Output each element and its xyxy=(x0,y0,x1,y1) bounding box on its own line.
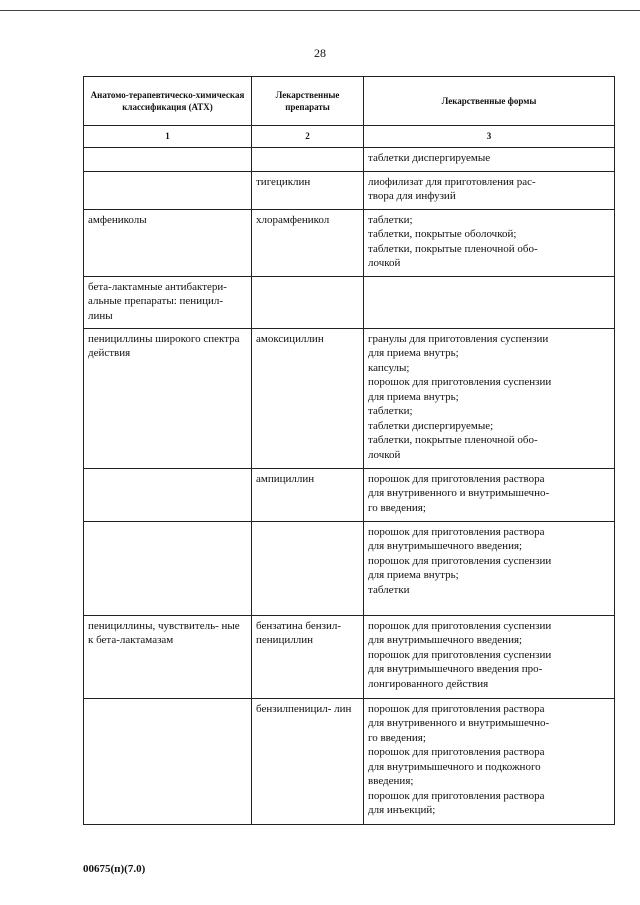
form-line: порошок для приготовления суспензии xyxy=(368,376,552,388)
cell-forms xyxy=(364,171,615,209)
column-number: 2 xyxy=(252,126,364,148)
table-row xyxy=(84,276,615,328)
form-line: таблетки диспергируемые; xyxy=(368,419,494,432)
cell-forms xyxy=(364,276,615,328)
form-line: таблетки; xyxy=(368,405,413,417)
table-row xyxy=(84,171,615,209)
form-line: таблетки, покрытые пленочной обо- xyxy=(368,434,538,446)
form-line: твора для инфузий xyxy=(368,190,456,202)
cell-atx xyxy=(84,171,252,209)
cell-forms xyxy=(364,209,615,276)
cell-atx: бета-лактамные антибактери- альные препараты: пеницил- лины xyxy=(84,276,252,328)
cell-drug: ампициллин xyxy=(252,468,364,521)
page-number: 28 xyxy=(314,46,326,60)
cell-forms xyxy=(364,468,615,521)
column-number: 3 xyxy=(364,126,615,148)
table-body xyxy=(84,147,615,824)
cell-forms xyxy=(364,521,615,615)
cell-atx: амфениколы xyxy=(84,209,252,276)
form-line: таблетки; xyxy=(368,213,413,226)
table-row xyxy=(84,328,615,468)
form-line: порошок для приготовления раствора xyxy=(368,525,545,538)
header-forms: Лекарственные формы xyxy=(364,77,615,126)
cell-drug: бензилпеницил- лин xyxy=(252,698,364,824)
cell-drug: амоксициллин xyxy=(252,328,364,468)
form-line: для внутривенного и внутримышечно- xyxy=(368,487,550,499)
form-line: таблетки диспергируемые xyxy=(368,151,491,164)
form-line: для приема внутрь; xyxy=(368,390,459,403)
table-row xyxy=(84,615,615,698)
form-line: для внутривенного и внутримышечно- xyxy=(368,717,550,729)
header-row xyxy=(84,77,615,126)
form-line: таблетки, покрытые пленочной обо- xyxy=(368,242,538,255)
form-line: таблетки, покрытые оболочкой; xyxy=(368,228,517,240)
form-line: лонгированного действия xyxy=(368,677,489,690)
cell-atx: пенициллины широкого спектра действия xyxy=(84,328,252,468)
form-line: таблетки xyxy=(368,583,410,596)
footer-code: 00675(п)(7.0) xyxy=(83,863,146,875)
form-line: порошок для приготовления раствора xyxy=(368,702,545,715)
table-row xyxy=(84,698,615,824)
cell-atx xyxy=(84,147,252,171)
cell-drug: бензатина бензил- пенициллин xyxy=(252,615,364,698)
table-row xyxy=(84,209,615,276)
form-line: для инъекций; xyxy=(368,804,436,816)
form-line: лиофилизат для приготовления рас- xyxy=(368,175,536,188)
form-line: порошок для приготовления раствора xyxy=(368,789,545,802)
cell-drug: тигециклин xyxy=(252,171,364,209)
form-line: введения; xyxy=(368,775,414,787)
form-line: лочкой xyxy=(368,257,401,269)
cell-forms xyxy=(364,698,615,824)
form-line: для приема внутрь; xyxy=(368,569,459,581)
form-line: капсулы; xyxy=(368,361,410,374)
form-line: порошок для приготовления суспензии xyxy=(368,648,552,661)
cell-drug xyxy=(252,147,364,171)
cell-forms xyxy=(364,147,615,171)
cell-atx xyxy=(84,521,252,615)
cell-drug xyxy=(252,276,364,328)
drug-table xyxy=(83,76,615,825)
cell-atx xyxy=(84,698,252,824)
form-line: для внутримышечного введения; xyxy=(368,540,523,552)
cell-atx xyxy=(84,468,252,521)
form-line: для внутримышечного и подкожного xyxy=(368,760,541,773)
cell-atx: пенициллины, чувствитель- ные к бета-лактамазам xyxy=(84,615,252,698)
form-line: гранулы для приготовления суспензии xyxy=(368,332,549,345)
table-row xyxy=(84,521,615,615)
top-rule xyxy=(0,10,640,11)
form-line: для приема внутрь; xyxy=(368,347,459,359)
form-line: порошок для приготовления суспензии xyxy=(368,619,552,632)
cell-forms xyxy=(364,328,615,468)
form-line: го введения; xyxy=(368,501,426,514)
form-line: лочкой xyxy=(368,448,401,461)
column-number: 1 xyxy=(84,126,252,148)
form-line: для внутримышечного введения; xyxy=(368,634,523,646)
header-drugs: Лекарственные препараты xyxy=(252,77,364,126)
form-line: порошок для приготовления раствора xyxy=(368,472,545,485)
table-row xyxy=(84,468,615,521)
column-number-row xyxy=(84,126,615,148)
form-line: го введения; xyxy=(368,731,426,744)
form-line: порошок для приготовления суспензии xyxy=(368,554,552,567)
table-row xyxy=(84,147,615,171)
cell-drug: хлорамфеникол xyxy=(252,209,364,276)
form-line: порошок для приготовления раствора xyxy=(368,746,545,758)
form-line: для внутримышечного введения про- xyxy=(368,663,543,675)
cell-forms xyxy=(364,615,615,698)
header-atx: Анатомо-терапевтическо-химическая классификация (АТХ) xyxy=(84,77,252,126)
cell-drug xyxy=(252,521,364,615)
